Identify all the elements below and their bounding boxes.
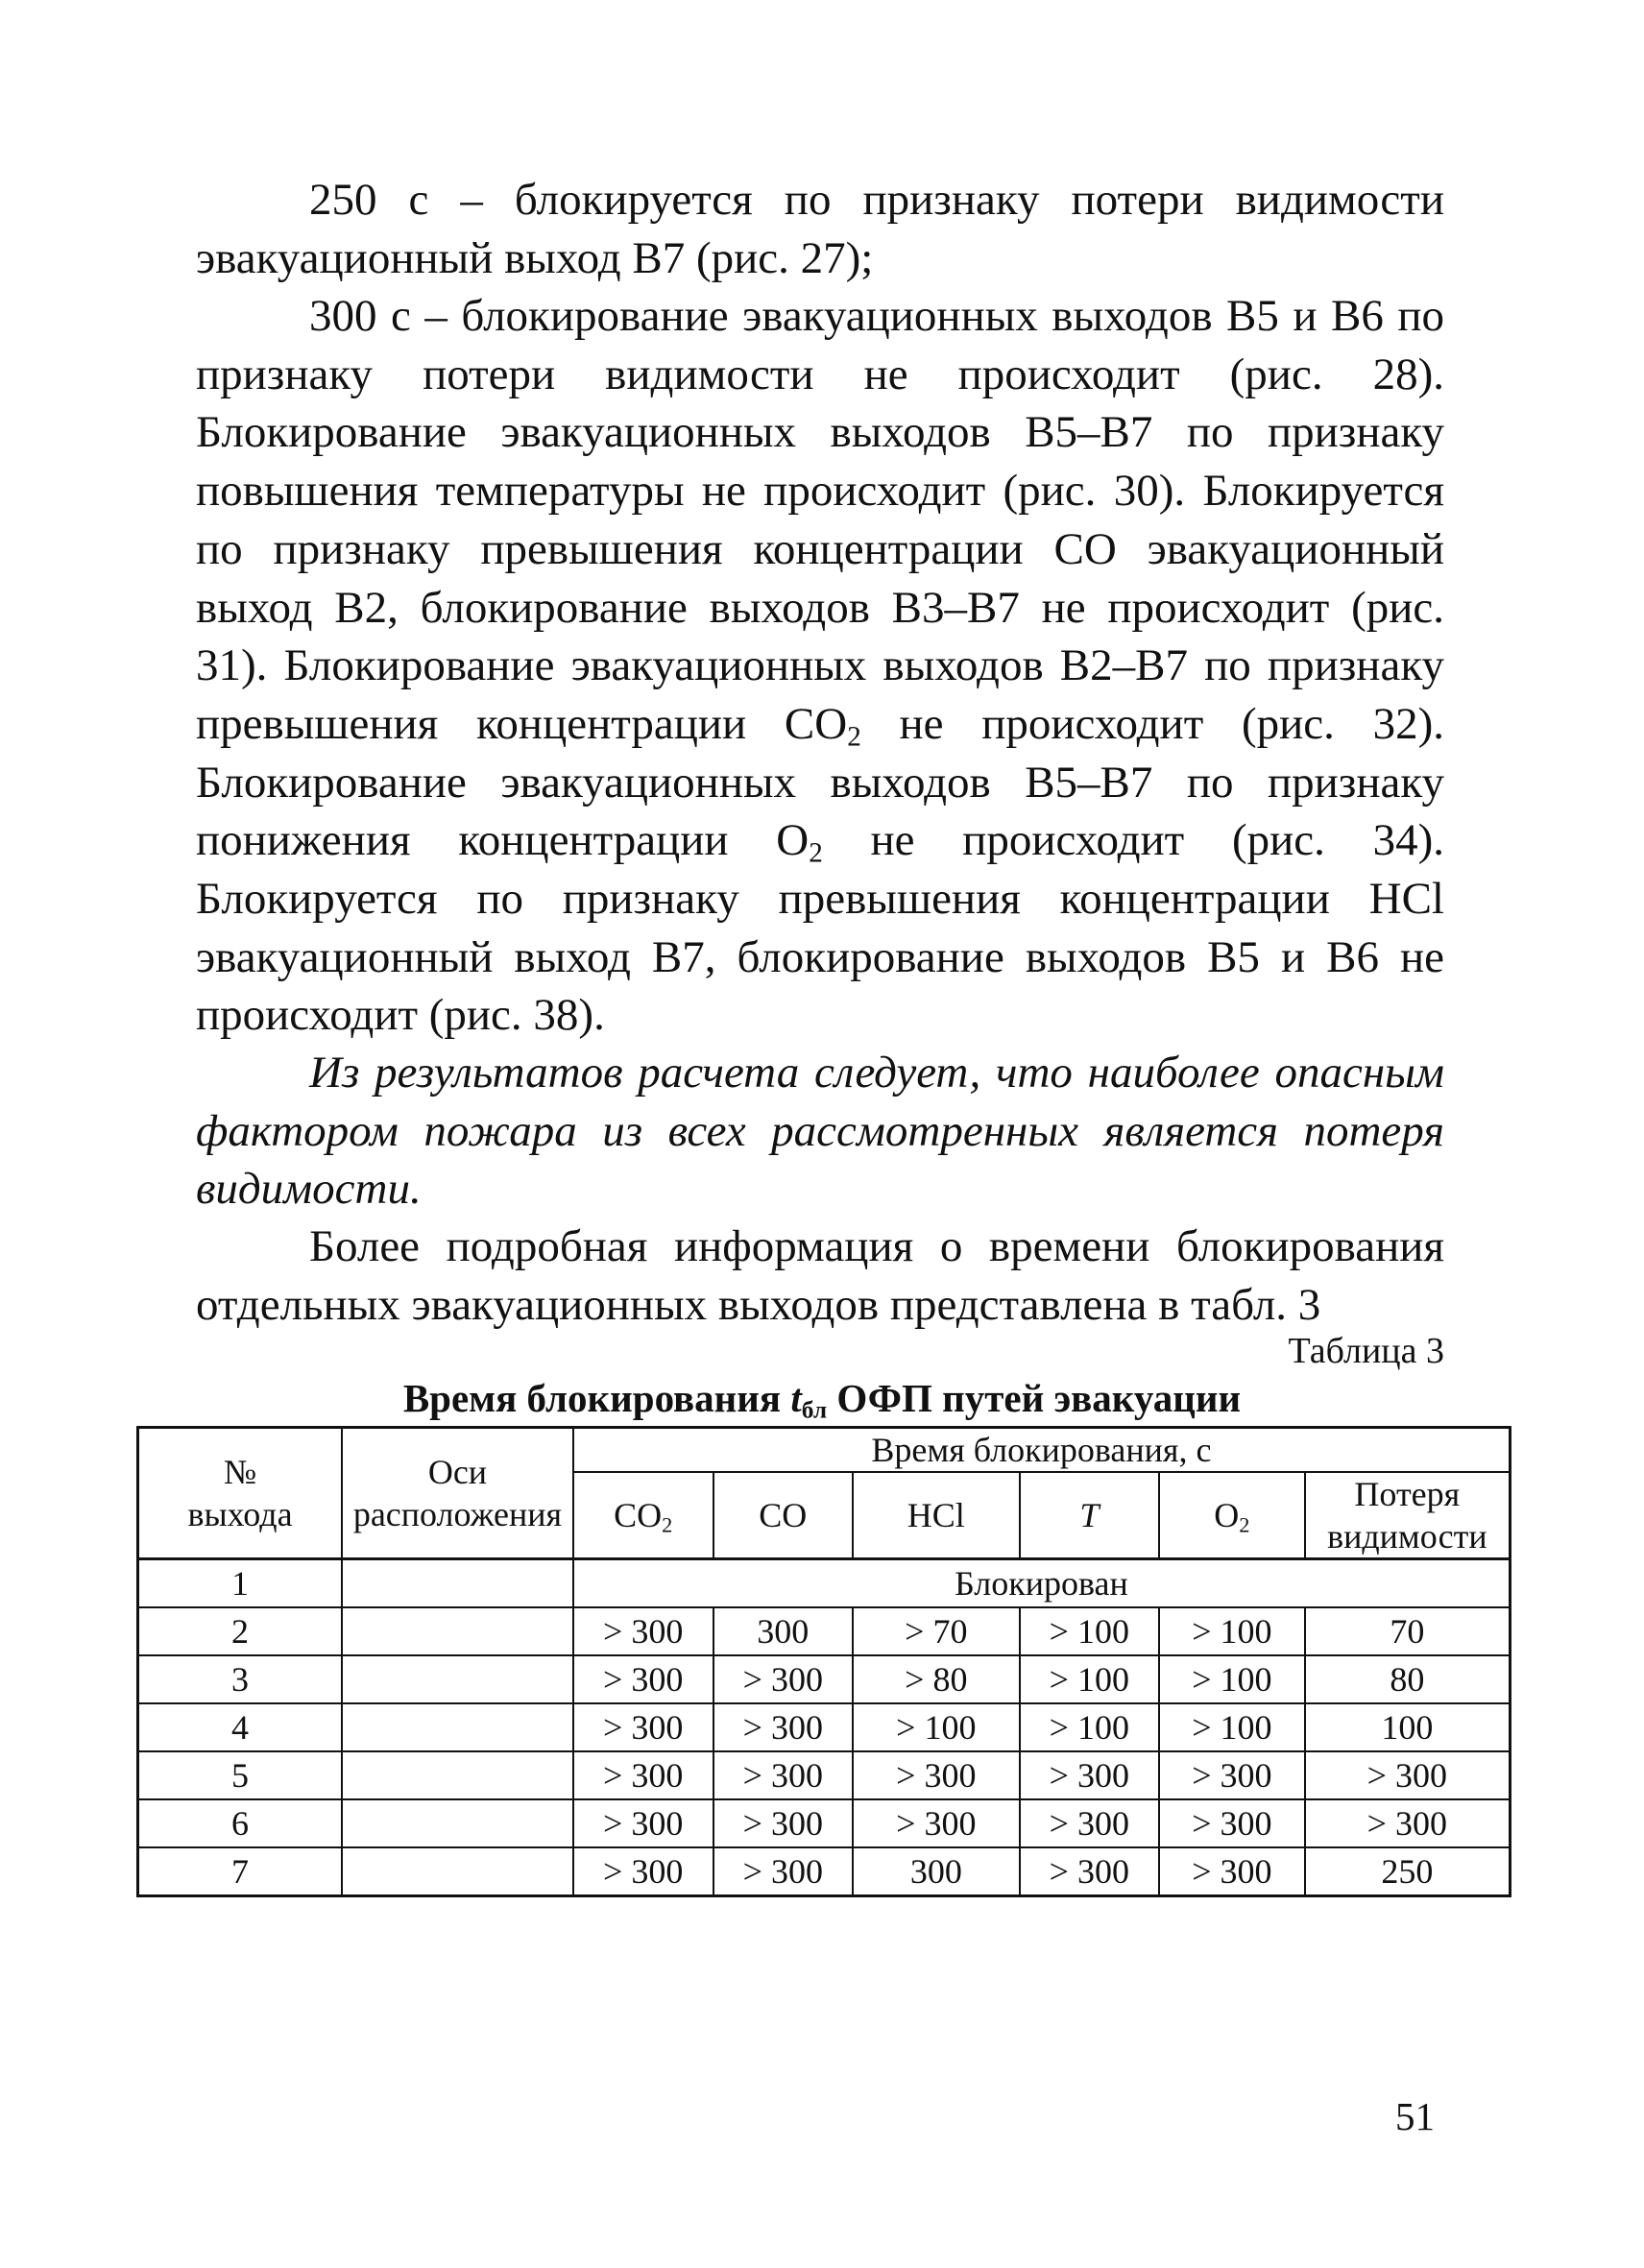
- table-title: [0, 1375, 1644, 1424]
- cell-visibility: > 300: [1305, 1751, 1511, 1799]
- header-visibility: [1305, 1472, 1511, 1559]
- cell-hcl: 300: [853, 1847, 1019, 1896]
- table-row: [138, 1655, 1511, 1703]
- paragraph-300s: [196, 287, 1444, 1045]
- paragraph-text: Более подробная информация о времени блокирования отдельных эвакуационных выходов представлена в табл. 3: [196, 1221, 1444, 1330]
- cell-co2: > 300: [573, 1607, 713, 1655]
- header-text: расположения: [352, 1495, 563, 1533]
- paragraph-text: [196, 287, 1444, 1045]
- header-hcl: НСl: [853, 1472, 1019, 1559]
- cell-exit: 5: [138, 1751, 343, 1799]
- subscript: 2: [1239, 1512, 1250, 1537]
- text-run: не происходит (рис. 34). Блокируется по признаку превышения концентрации НСl эвакуационный выход В7, блокирование выходов В5 и В6 не происходит (рис. 38).: [196, 815, 1444, 1041]
- cell-exit: 6: [138, 1799, 343, 1847]
- cell-visibility: 70: [1305, 1607, 1511, 1655]
- cell-axes: [342, 1559, 573, 1608]
- cell-temperature: > 300: [1020, 1799, 1160, 1847]
- paragraph-text: Из результатов расчета следует, что наиболее опасным фактором пожара из всех рассмотренных является потеря видимости.: [196, 1048, 1444, 1215]
- subscript: 2: [662, 1512, 673, 1537]
- cell-co2: > 300: [573, 1799, 713, 1847]
- header-text: №: [223, 1453, 257, 1491]
- paragraph-conclusion: [196, 1044, 1444, 1218]
- text-run: не происходит (рис. 32). Блокирование эвакуационных выходов В5–В7 по признаку понижения концентрации О: [196, 698, 1444, 866]
- blocking-time-table: [136, 1426, 1511, 1897]
- header-axes: [342, 1428, 573, 1559]
- cell-exit: 7: [138, 1847, 343, 1896]
- header-text: видимости: [1327, 1517, 1487, 1556]
- cell-co: > 300: [713, 1751, 854, 1799]
- cell-exit: 2: [138, 1607, 343, 1655]
- cell-hcl: > 80: [853, 1655, 1019, 1703]
- table-row: [138, 1559, 1511, 1608]
- cell-axes: [342, 1751, 573, 1799]
- page-number: 51: [1395, 2094, 1435, 2138]
- table-row: [138, 1751, 1511, 1799]
- cell-exit: 4: [138, 1703, 343, 1751]
- cell-visibility: 80: [1305, 1655, 1511, 1703]
- title-variable: t: [790, 1376, 802, 1420]
- cell-axes: [342, 1703, 573, 1751]
- header-text: выхода: [187, 1495, 293, 1533]
- paragraph-text: 250 с – блокируется по признаку потери видимости эвакуационный выход В7 (рис. 27);: [196, 175, 1444, 283]
- cell-co2: > 300: [573, 1751, 713, 1799]
- cell-o2: > 100: [1159, 1607, 1305, 1655]
- header-text: Оси: [427, 1453, 488, 1491]
- cell-hcl: > 300: [853, 1751, 1019, 1799]
- cell-axes: [342, 1799, 573, 1847]
- cell-temperature: > 100: [1020, 1655, 1160, 1703]
- cell-co: > 300: [713, 1799, 854, 1847]
- cell-temperature: > 300: [1020, 1751, 1160, 1799]
- table-row: [138, 1799, 1511, 1847]
- cell-o2: > 300: [1159, 1751, 1305, 1799]
- table-row: [138, 1847, 1511, 1896]
- table-header-row: [138, 1428, 1511, 1473]
- cell-o2: > 100: [1159, 1703, 1305, 1751]
- title-subscript: бл: [801, 1396, 828, 1424]
- header-text: Потеря: [1354, 1475, 1461, 1513]
- header-co2: [573, 1472, 713, 1559]
- text-run: 300 с – блокирование эвакуационных выходов В5 и В6 по признаку потери видимости не происходит (рис. 28). Блокирование эвакуационных выходов В5–В7 по признаку повышения температуры не происходит (рис. 30). Блокируется по признаку превышения концентрации СО эвакуационный выход В2, блокирование выходов В3–В7 не происходит (рис. 31). Блокирование эвакуационных выходов В2–В7 по признаку превышения концентрации СО: [196, 291, 1444, 749]
- cell-visibility: 250: [1305, 1847, 1511, 1896]
- cell-axes: [342, 1607, 573, 1655]
- cell-co: 300: [713, 1607, 854, 1655]
- subscript: 2: [847, 721, 861, 753]
- cell-hcl: > 70: [853, 1607, 1019, 1655]
- cell-temperature: > 300: [1020, 1847, 1160, 1896]
- cell-co: > 300: [713, 1847, 854, 1896]
- cell-axes: [342, 1655, 573, 1703]
- cell-co2: > 300: [573, 1703, 713, 1751]
- table-label: Таблица 3: [1288, 1331, 1444, 1371]
- cell-co2: > 300: [573, 1847, 713, 1896]
- table-row: [138, 1607, 1511, 1655]
- cell-temperature: > 100: [1020, 1703, 1160, 1751]
- table-row: [138, 1703, 1511, 1751]
- cell-hcl: > 100: [853, 1703, 1019, 1751]
- header-text: СО: [614, 1496, 663, 1534]
- header-temperature: T: [1020, 1472, 1160, 1559]
- header-o2: [1159, 1472, 1305, 1559]
- cell-o2: > 300: [1159, 1799, 1305, 1847]
- cell-co2: > 300: [573, 1655, 713, 1703]
- cell-co: > 300: [713, 1703, 854, 1751]
- cell-visibility: > 300: [1305, 1799, 1511, 1847]
- cell-co: > 300: [713, 1655, 854, 1703]
- cell-hcl: > 300: [853, 1799, 1019, 1847]
- subscript: 2: [809, 837, 823, 869]
- cell-temperature: > 100: [1020, 1607, 1160, 1655]
- paragraph-table-ref: [196, 1218, 1444, 1334]
- header-co: СО: [713, 1472, 854, 1559]
- title-text: Время блокирования: [402, 1376, 791, 1420]
- cell-blocked-merged: Блокирован: [573, 1559, 1511, 1608]
- cell-o2: > 300: [1159, 1847, 1305, 1896]
- title-text: ОФП путей эвакуации: [827, 1376, 1242, 1420]
- paragraph-250s: [196, 171, 1444, 287]
- header-text: О: [1214, 1496, 1240, 1534]
- cell-visibility: 100: [1305, 1703, 1511, 1751]
- cell-o2: > 100: [1159, 1655, 1305, 1703]
- cell-axes: [342, 1847, 573, 1896]
- header-blocking-time-group: Время блокирования, с: [573, 1428, 1511, 1473]
- cell-exit: 1: [138, 1559, 343, 1608]
- cell-exit: 3: [138, 1655, 343, 1703]
- header-exit-number: [138, 1428, 343, 1559]
